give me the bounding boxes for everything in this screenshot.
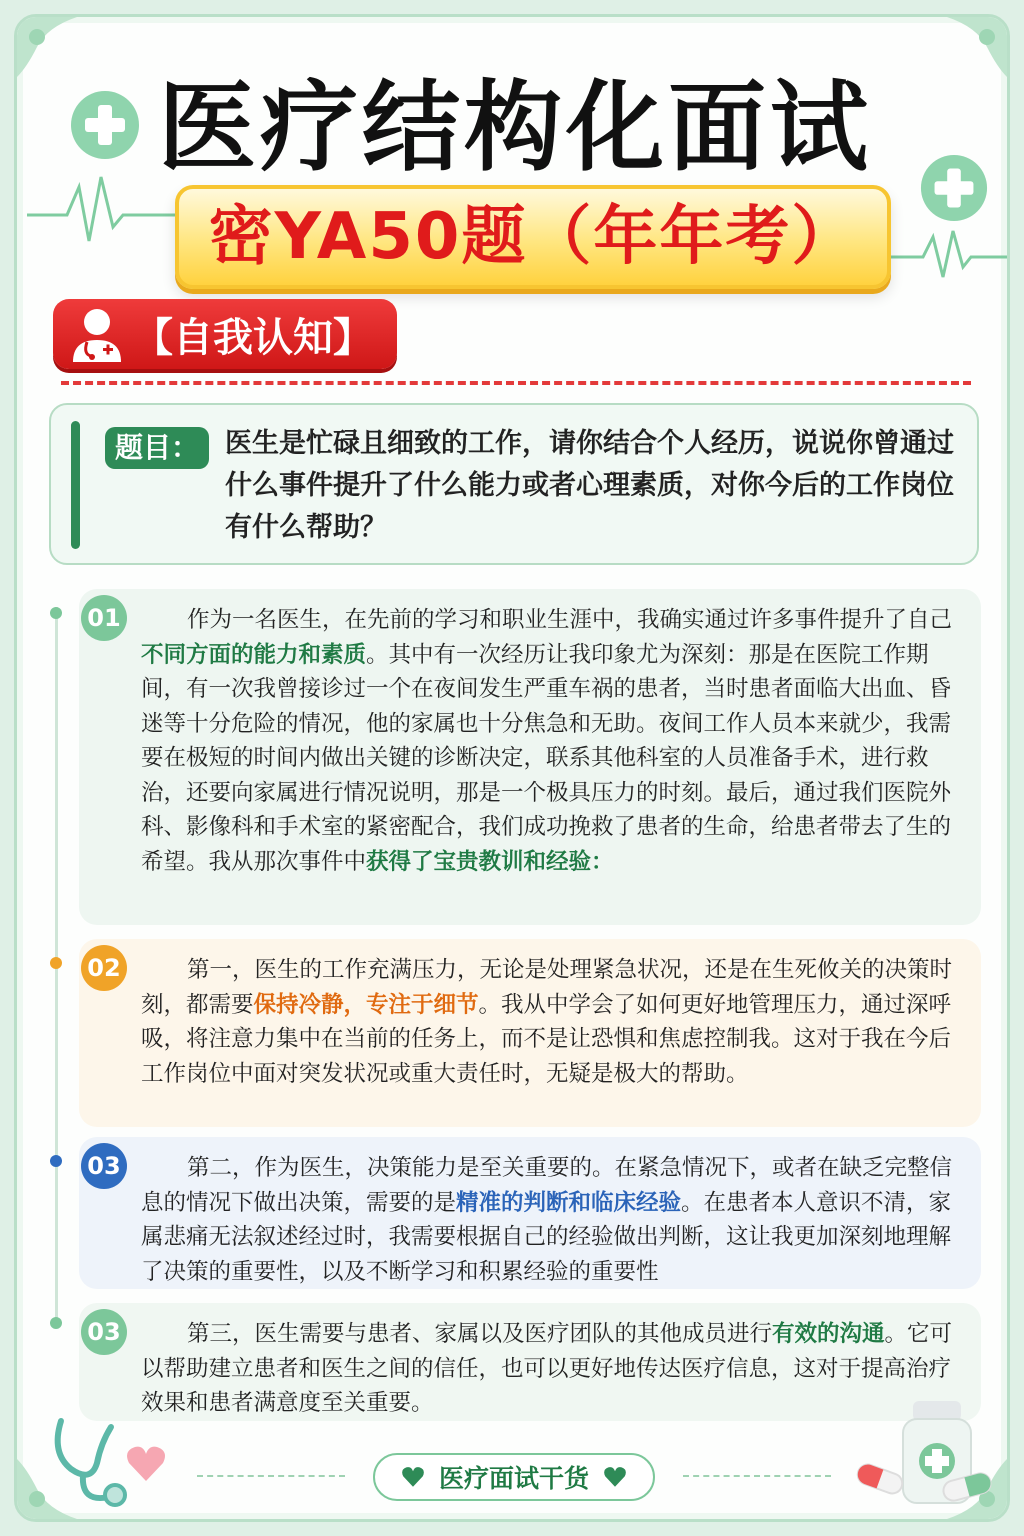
section-tag <box>53 299 397 369</box>
poster-frame <box>14 14 1010 1522</box>
answer-card-4 <box>79 1303 981 1421</box>
pill-capsule-icon <box>853 1461 907 1497</box>
question-accent-bar <box>71 421 80 549</box>
answer-number: 02 <box>81 945 127 991</box>
answer-number: 03 <box>81 1143 127 1189</box>
timeline-dot <box>50 957 62 969</box>
section-label: 【自我认知】 <box>133 314 373 361</box>
question-tag: 题目： <box>105 427 209 469</box>
heart-icon <box>603 1466 627 1488</box>
timeline-dot <box>50 1155 62 1167</box>
divider <box>61 381 971 385</box>
answer-card-1 <box>79 589 981 925</box>
answer-text: 第二，作为医生，决策能力是至关重要的。在紧急情况下，或者在缺乏完整信息的情况下做出决策，需要的是精准的判断和临床经验。在患者本人意识不清，家属悲痛无法叙述经过时，我需要根据自己的经验做出判断，这让我更加深刻地理解了决策的重要性，以及不断学习和积累经验的重要性 <box>141 1155 953 1285</box>
answer-text: 作为一名医生，在先前的学习和职业生涯中，我确实通过许多事件提升了自己不同方面的能力和素质。其中有一次经历让我印象尤为深刻：那是在医院工作期间，有一次我曾接诊过一个在夜间发生严重车祸的患者，当时患者面临大出血、昏迷等十分危险的情况，他的家属也十分焦急和无助。夜间工作人员本来就少，我需要在极短的时间内做出关键的诊断决定，联系其他科室的人员准备手术，进行救治，还要向家属进行情况说明，那是一个极具压力的时刻。最后，通过我们医院外科、影像科和手术室的紧密配合，我们成功挽救了患者的生命，给患者带去了生的希望。我从那次事件中获得了宝贵教训和经验： <box>141 607 953 875</box>
timeline-dot <box>50 1317 62 1329</box>
answer-card-2 <box>79 939 981 1127</box>
corner-leaf-icon <box>947 17 1007 77</box>
question-box <box>49 403 979 565</box>
timeline-dot <box>50 607 62 619</box>
subtitle-text: 密YA50题（年年考） <box>208 200 858 274</box>
heart-icon <box>125 1445 167 1483</box>
pill-capsule-icon <box>939 1469 995 1505</box>
footer-divider <box>197 1475 345 1477</box>
answer-text: 第一，医生的工作充满压力，无论是处理紧急状况，还是在生死攸关的决策时刻，都需要保持冷静，专注于细节。我从中学会了如何更好地管理压力，通过深呼吸，将注意力集中在当前的任务上，而不是让恐惧和焦虑控制我。这对于我在今后工作岗位中面对突发状况或重大责任时，无疑是极大的帮助。 <box>141 957 953 1087</box>
footer-divider <box>683 1475 831 1477</box>
answer-number: 01 <box>81 595 127 641</box>
subtitle-banner <box>175 185 891 289</box>
footer-label: 医疗面试干货 <box>438 1464 589 1493</box>
answer-number: 03 <box>81 1309 127 1355</box>
answer-text: 第三，医生需要与患者、家属以及医疗团队的其他成员进行有效的沟通。它可以帮助建立患者和医生之间的信任，也可以更好地传达医疗信息，这对于提高治疗效果和患者满意度至关重要。 <box>141 1321 953 1416</box>
question-text: 医生是忙碌且细致的工作，请你结合个人经历，说说你曾通过什么事件提升了什么能力或者心理素质，对你今后的工作岗位有什么帮助？ <box>225 428 954 543</box>
page-title: 医疗结构化面试 <box>157 71 872 185</box>
corner-leaf-icon <box>17 17 77 77</box>
heartbeat-line-icon <box>887 223 1007 283</box>
heart-icon <box>401 1466 425 1488</box>
doctor-icon <box>65 302 129 366</box>
footer-badge <box>373 1453 655 1501</box>
answer-card-3 <box>79 1137 981 1289</box>
